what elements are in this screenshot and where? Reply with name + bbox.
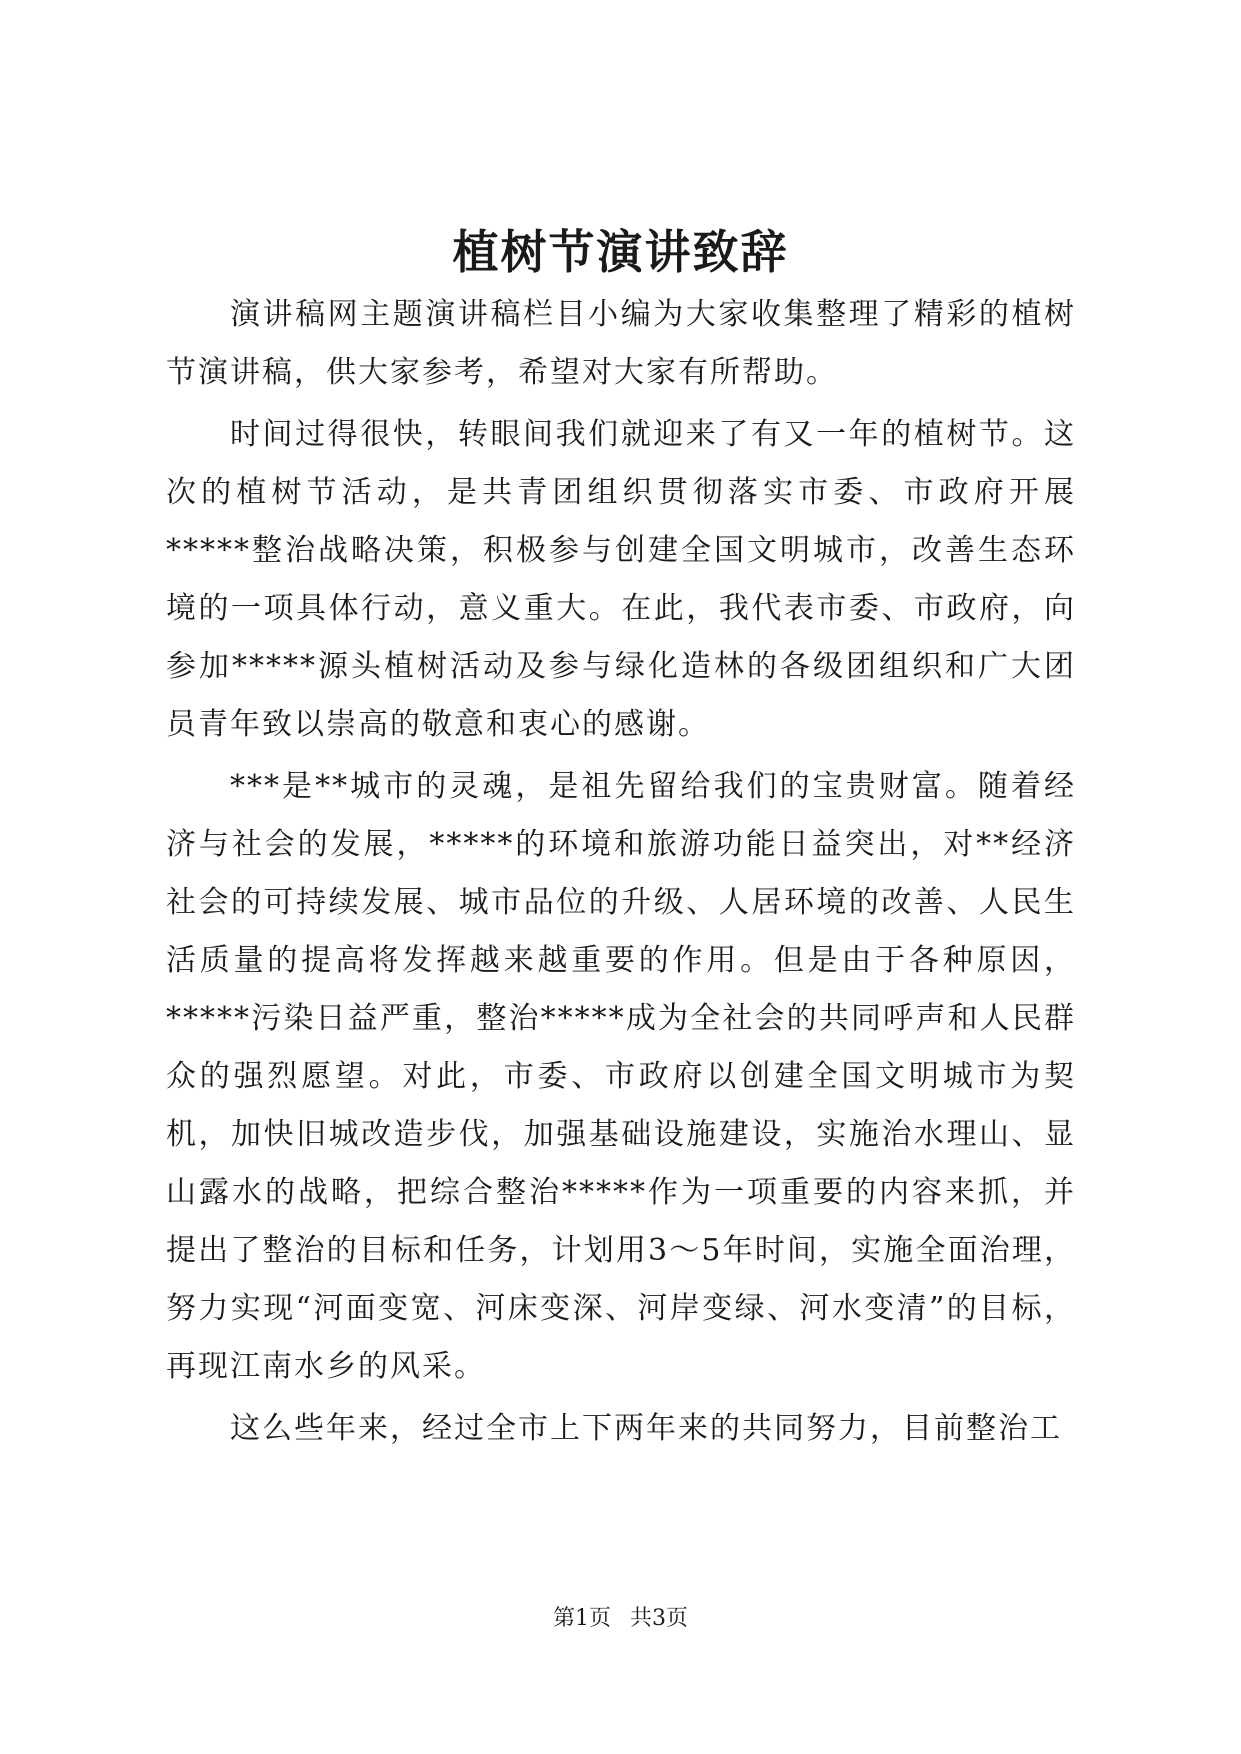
paragraph-intro: 演讲稿网主题演讲稿栏目小编为大家收集整理了精彩的植树节演讲稿，供大家参考，希望对大家有所帮助。 xyxy=(166,297,1076,390)
document-title: 植树节演讲致辞 xyxy=(452,225,789,279)
page-number: 第1页 xyxy=(553,1606,611,1631)
paragraph-background: ***是**城市的灵魂，是祖先留给我们的宝贵财富。随着经济与社会的发展，*****的环境和旅游功能日益突出，对**经济社会的可持续发展、城市品位的升级、人居环境的改善、人民生活质量的提高将发挥越来越重要的作用。但是由于各种原因，*****污染日益严重，整治*****成为全社会的共同呼声和人民群众的强烈愿望。对此，市委、市政府以创建全国文明城市为契机，加快旧城改造步伐，加强基础设施建设，实施治水理山、显山露水的战略，把综合整治*****作为一项重要的内容来抓，并提出了整治的目标和任务，计划用3～5年时间，实施全面治理，努力实现“河面变宽、河床变深、河岸变绿、河水变清”的目标，再现江南水乡的风采。 xyxy=(166,769,1076,1384)
page-footer xyxy=(0,1604,1241,1634)
document-body xyxy=(166,286,1076,1462)
paragraph-activity: 时间过得很快，转眼间我们就迎来了有又一年的植树节。这次的植树节活动，是共青团组织贯彻落实市委、市政府开展*****整治战略决策，积极参与创建全国文明城市，改善生态环境的一项具体行动，意义重大。在此，我代表市委、市政府，向参加*****源头植树活动及参与绿化造林的各级团组织和广大团员青年致以崇高的敬意和衷心的感谢。 xyxy=(166,417,1076,742)
paragraph-progress: 这么些年来，经过全市上下两年来的共同努力，目前整治工 xyxy=(230,1411,1062,1446)
page-total: 共3页 xyxy=(630,1606,688,1631)
